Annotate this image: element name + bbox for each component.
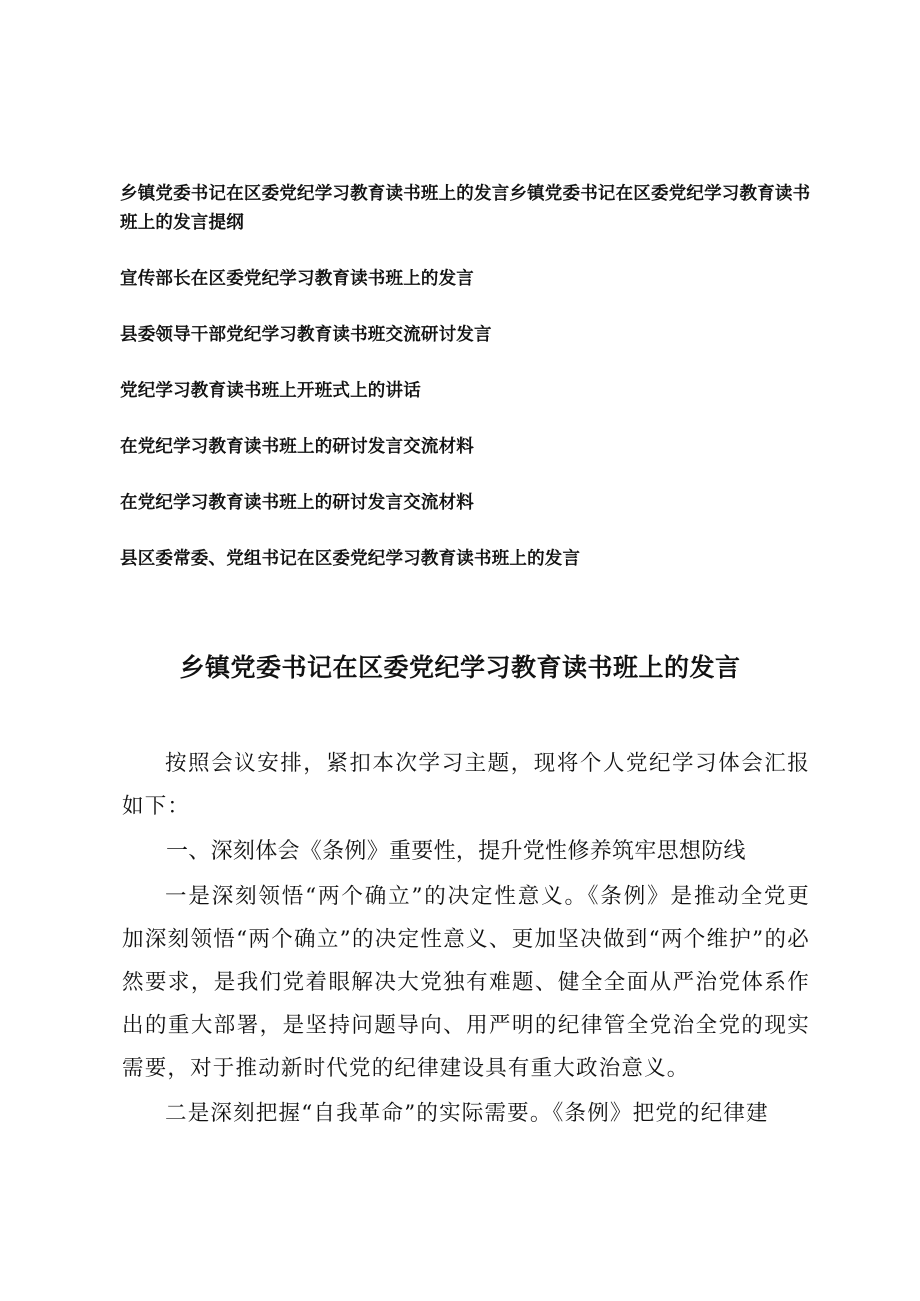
toc-item: 党纪学习教育读书班上开班式上的讲话 bbox=[120, 381, 421, 401]
table-of-contents bbox=[120, 180, 820, 601]
toc-item: 县区委常委、党组书记在区委党纪学习教育读书班上的发言 bbox=[120, 549, 581, 569]
section-heading: 一、深刻体会《条例》重要性，提升党性修养筑牢思想防线 bbox=[166, 839, 746, 864]
toc-item: 县委领导干部党纪学习教育读书班交流研讨发言 bbox=[120, 325, 492, 345]
body-paragraph: 一是深刻领悟“两个确立”的决定性意义。《条例》是推动全党更加深刻领悟“两个确立”的决定性意义、更加坚决做到“两个维护”的必然要求，是我们党着眼解决大党独有难题、健全全面从严治党体系作出的重大部署，是坚持问题导向、用严明的纪律管全党治全党的现实需要，对于推动新时代党的纪律建设具有重大政治意义。 bbox=[122, 884, 810, 1081]
toc-item: 宣传部长在区委党纪学习教育读书班上的发言 bbox=[120, 269, 474, 289]
toc-item: 乡镇党委书记在区委党纪学习教育读书班上的发言乡镇党委书记在区委党纪学习教育读书班上的发言提纲 bbox=[120, 184, 811, 233]
document-title: 乡镇党委书记在区委党纪学习教育读书班上的发言 bbox=[179, 653, 741, 682]
intro-paragraph: 按照会议安排，紧扣本次学习主题，现将个人党纪学习体会汇报如下： bbox=[122, 751, 810, 819]
document-body bbox=[122, 742, 810, 1135]
toc-item: 在党纪学习教育读书班上的研讨发言交流材料 bbox=[120, 437, 474, 457]
body-paragraph: 二是深刻把握“自我革命”的实际需要。《条例》把党的纪律建 bbox=[165, 1101, 769, 1126]
toc-item: 在党纪学习教育读书班上的研讨发言交流材料 bbox=[120, 493, 474, 513]
